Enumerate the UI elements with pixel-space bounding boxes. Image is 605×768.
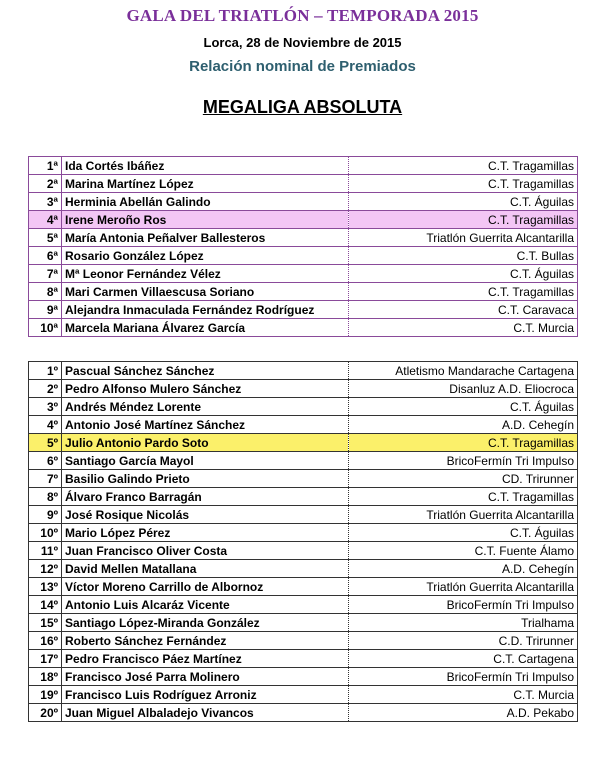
athlete-name-cell: Santiago García Mayol — [62, 452, 349, 470]
position-cell: 7ª — [29, 265, 62, 283]
club-cell: C.T. Tragamillas — [349, 488, 578, 506]
club-cell: BricoFermín Tri Impulso — [349, 596, 578, 614]
athlete-name-cell: José Rosique Nicolás — [62, 506, 349, 524]
position-cell: 5ª — [29, 229, 62, 247]
table-row — [29, 506, 578, 524]
position-cell: 17º — [29, 650, 62, 668]
club-cell: C.T. Fuente Álamo — [349, 542, 578, 560]
table-row — [29, 668, 578, 686]
position-cell: 13º — [29, 578, 62, 596]
athlete-name-cell: Juan Miguel Albaladejo Vivancos — [62, 704, 349, 722]
table-row — [29, 524, 578, 542]
position-cell: 7º — [29, 470, 62, 488]
club-cell: Triatlón Guerrita Alcantarilla — [349, 229, 578, 247]
athlete-name-cell: Alejandra Inmaculada Fernández Rodríguez — [62, 301, 349, 319]
table-row — [29, 229, 578, 247]
athlete-name-cell: Francisco José Parra Molinero — [62, 668, 349, 686]
document-title: GALA DEL TRIATLÓN – TEMPORADA 2015 — [126, 6, 479, 25]
athlete-name-cell: Mario López Pérez — [62, 524, 349, 542]
table-row — [29, 632, 578, 650]
position-cell: 2ª — [29, 175, 62, 193]
position-cell: 14º — [29, 596, 62, 614]
club-cell: C.T. Tragamillas — [349, 211, 578, 229]
club-cell: Triatlón Guerrita Alcantarilla — [349, 506, 578, 524]
position-cell: 6ª — [29, 247, 62, 265]
position-cell: 19º — [29, 686, 62, 704]
athlete-name-cell: Santiago López-Miranda González — [62, 614, 349, 632]
athlete-name-cell: Antonio Luis Alcaráz Vicente — [62, 596, 349, 614]
position-cell: 9º — [29, 506, 62, 524]
women-ranking-table — [28, 156, 578, 337]
club-cell: C.T. Tragamillas — [349, 283, 578, 301]
table-row — [29, 211, 578, 229]
position-cell: 10º — [29, 524, 62, 542]
position-cell: 16º — [29, 632, 62, 650]
club-cell: A.D. Pekabo — [349, 704, 578, 722]
table-row — [29, 650, 578, 668]
table-row — [29, 283, 578, 301]
position-cell: 18º — [29, 668, 62, 686]
club-cell: CD. Trirunner — [349, 470, 578, 488]
position-cell: 3ª — [29, 193, 62, 211]
position-cell: 11º — [29, 542, 62, 560]
club-cell: BricoFermín Tri Impulso — [349, 668, 578, 686]
position-cell: 15º — [29, 614, 62, 632]
table-row — [29, 193, 578, 211]
club-cell: C.T. Tragamillas — [349, 157, 578, 175]
table-row — [29, 362, 578, 380]
table-row — [29, 175, 578, 193]
athlete-name-cell: David Mellen Matallana — [62, 560, 349, 578]
section-title: MEGALIGA ABSOLUTA — [202, 97, 403, 117]
athlete-name-cell: Herminia Abellán Galindo — [62, 193, 349, 211]
position-cell: 6º — [29, 452, 62, 470]
men-ranking-table — [28, 361, 578, 722]
club-cell: Disanluz A.D. Eliocroca — [349, 380, 578, 398]
club-cell: C.T. Águilas — [349, 265, 578, 283]
athlete-name-cell: María Antonia Peñalver Ballesteros — [62, 229, 349, 247]
athlete-name-cell: Andrés Méndez Lorente — [62, 398, 349, 416]
table-row — [29, 434, 578, 452]
table-row — [29, 416, 578, 434]
table-row — [29, 157, 578, 175]
club-cell: C.T. Murcia — [349, 686, 578, 704]
date-location: Lorca, 28 de Noviembre de 2015 — [203, 35, 402, 50]
club-cell: C.T. Águilas — [349, 398, 578, 416]
table-row — [29, 398, 578, 416]
athlete-name-cell: Irene Meroño Ros — [62, 211, 349, 229]
position-cell: 5º — [29, 434, 62, 452]
position-cell: 8º — [29, 488, 62, 506]
athlete-name-cell: Julio Antonio Pardo Soto — [62, 434, 349, 452]
position-cell: 8ª — [29, 283, 62, 301]
table-row — [29, 560, 578, 578]
club-cell: BricoFermín Tri Impulso — [349, 452, 578, 470]
athlete-name-cell: Mari Carmen Villaescusa Soriano — [62, 283, 349, 301]
athlete-name-cell: Pedro Alfonso Mulero Sánchez — [62, 380, 349, 398]
club-cell: C.D. Trirunner — [349, 632, 578, 650]
athlete-name-cell: Marcela Mariana Álvarez García — [62, 319, 349, 337]
table-row — [29, 614, 578, 632]
table-row — [29, 247, 578, 265]
club-cell: C.T. Águilas — [349, 524, 578, 542]
athlete-name-cell: Francisco Luis Rodríguez Arroniz — [62, 686, 349, 704]
club-cell: A.D. Cehegín — [349, 416, 578, 434]
awards-heading: Relación nominal de Premiados — [189, 58, 416, 75]
table-row — [29, 380, 578, 398]
athlete-name-cell: Pascual Sánchez Sánchez — [62, 362, 349, 380]
table-row — [29, 542, 578, 560]
position-cell: 9ª — [29, 301, 62, 319]
table-row — [29, 578, 578, 596]
club-cell: C.T. Murcia — [349, 319, 578, 337]
club-cell: A.D. Cehegín — [349, 560, 578, 578]
club-cell: C.T. Cartagena — [349, 650, 578, 668]
club-cell: Atletismo Mandarache Cartagena — [349, 362, 578, 380]
table-row — [29, 265, 578, 283]
athlete-name-cell: Pedro Francisco Páez Martínez — [62, 650, 349, 668]
athlete-name-cell: Víctor Moreno Carrillo de Albornoz — [62, 578, 349, 596]
athlete-name-cell: Rosario González López — [62, 247, 349, 265]
position-cell: 20º — [29, 704, 62, 722]
club-cell: C.T. Tragamillas — [349, 434, 578, 452]
position-cell: 2º — [29, 380, 62, 398]
table-row — [29, 319, 578, 337]
position-cell: 12º — [29, 560, 62, 578]
table-row — [29, 596, 578, 614]
table-row — [29, 686, 578, 704]
table-row — [29, 488, 578, 506]
position-cell: 4º — [29, 416, 62, 434]
club-cell: C.T. Águilas — [349, 193, 578, 211]
table-row — [29, 704, 578, 722]
table-row — [29, 301, 578, 319]
club-cell: C.T. Bullas — [349, 247, 578, 265]
position-cell: 1ª — [29, 157, 62, 175]
athlete-name-cell: Álvaro Franco Barragán — [62, 488, 349, 506]
position-cell: 4ª — [29, 211, 62, 229]
position-cell: 3º — [29, 398, 62, 416]
athlete-name-cell: Mª Leonor Fernández Vélez — [62, 265, 349, 283]
athlete-name-cell: Marina Martínez López — [62, 175, 349, 193]
athlete-name-cell: Roberto Sánchez Fernández — [62, 632, 349, 650]
club-cell: Triatlón Guerrita Alcantarilla — [349, 578, 578, 596]
club-cell: Trialhama — [349, 614, 578, 632]
club-cell: C.T. Caravaca — [349, 301, 578, 319]
athlete-name-cell: Ida Cortés Ibáñez — [62, 157, 349, 175]
athlete-name-cell: Basilio Galindo Prieto — [62, 470, 349, 488]
table-row — [29, 452, 578, 470]
athlete-name-cell: Antonio José Martínez Sánchez — [62, 416, 349, 434]
table-row — [29, 470, 578, 488]
position-cell: 10ª — [29, 319, 62, 337]
position-cell: 1º — [29, 362, 62, 380]
club-cell: C.T. Tragamillas — [349, 175, 578, 193]
athlete-name-cell: Juan Francisco Oliver Costa — [62, 542, 349, 560]
